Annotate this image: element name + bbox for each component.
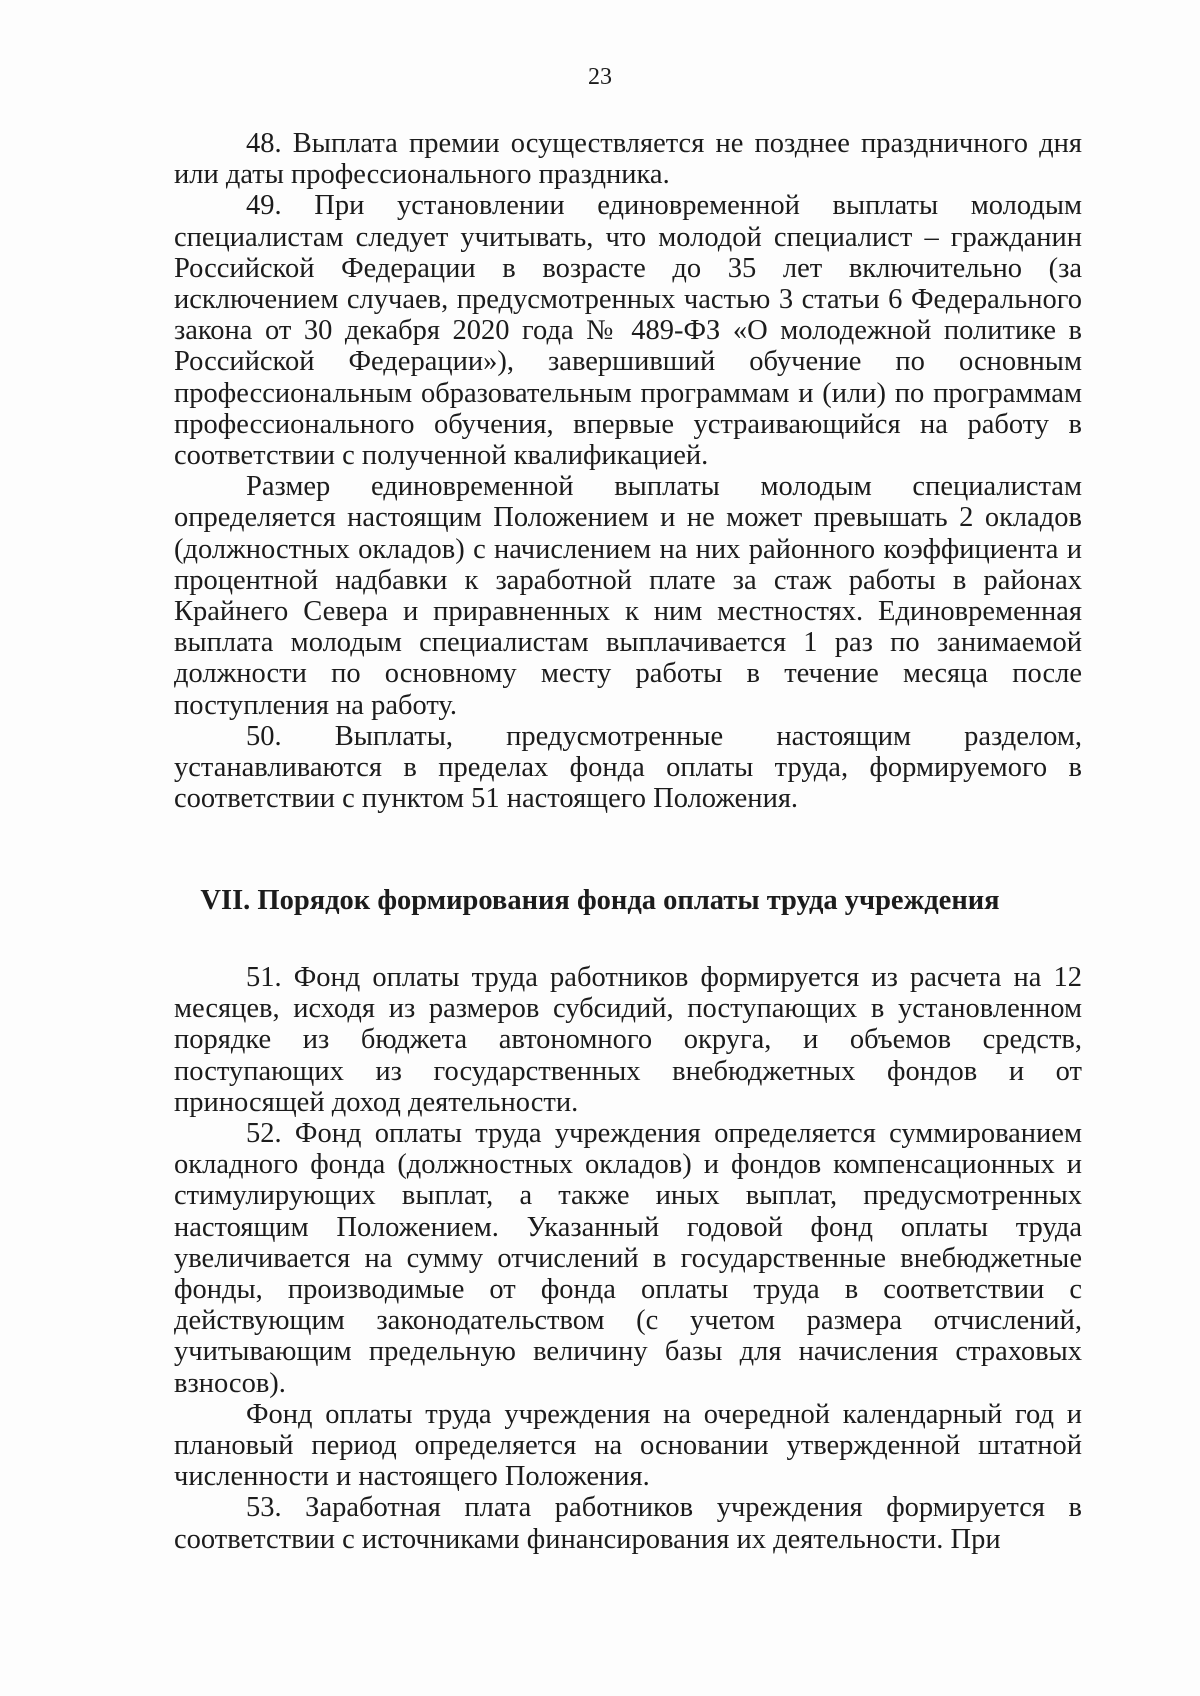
paragraph-51: 51. Фонд оплаты труда работников формируется из расчета на 12 месяцев, исходя из размеров субсидий, поступающих в установленном порядке из бюджета автономного округа, и объемов средств, поступающих из государственных внебюджетных фондов и от приносящей доход деятельности. <box>174 962 1082 1118</box>
page-number: 23 <box>588 64 612 90</box>
paragraph-49-size: Размер единовременной выплаты молодым специалистам определяется настоящим Положением и не может превышать 2 окладов (должностных окладов) с начислением на них районного коэффициента и процентной надбавки к заработной плате за стаж работы в районах Крайнего Севера и приравненных к ним местностях. Единовременная выплата молодым специалистам выплачивается 1 раз по занимаемой должности по основному месту работы в течение месяца после поступления на работу. <box>174 471 1082 721</box>
section-title: VII. Порядок формирования фонда оплаты труда учреждения <box>200 885 1000 916</box>
bottom-text-block <box>174 962 1082 1555</box>
paragraph-53: 53. Заработная плата работников учреждения формируется в соответствии с источниками финансирования их деятельности. При <box>174 1492 1082 1555</box>
paragraph-52: 52. Фонд оплаты труда учреждения определяется суммированием окладного фонда (должностных окладов) и фондов компенсационных и стимулирующих выплат, а также иных выплат, предусмотренных настоящим Положением. Указанный годовой фонд оплаты труда увеличивается на сумму отчислений в государственные внебюджетные фонды, производимые от фонда оплаты труда в соответствии с действующим законодательством (с учетом размера отчислений, учитывающим предельную величину базы для начисления страховых взносов). <box>174 1118 1082 1399</box>
paragraph-48: 48. Выплата премии осуществляется не позднее праздничного дня или даты профессионального праздника. <box>174 128 1082 191</box>
paragraph-50: 50. Выплаты, предусмотренные настоящим разделом, устанавливаются в пределах фонда оплаты труда, формируемого в соответствии с пунктом 51 настоящего Положения. <box>174 720 1082 815</box>
paragraph-52-planning: Фонд оплаты труда учреждения на очередной календарный год и плановый период определяется на основании утвержденной штатной численности и настоящего Положения. <box>174 1398 1082 1493</box>
top-text-block <box>174 128 1082 814</box>
paragraph-49: 49. При установлении единовременной выплаты молодым специалистам следует учитывать, что молодой специалист – гражданин Российской Федерации в возрасте до 35 лет включительно (за исключением случаев, предусмотренных частью 3 статьи 6 Федерального закона от 30 декабря 2020 года № 489-ФЗ «О молодежной политике в Российской Федерации»), завершивший обучение по основным профессиональным образовательным программам и (или) по программам профессионального обучения, впервые устраивающийся на работу в соответствии с полученной квалификацией. <box>174 190 1082 472</box>
